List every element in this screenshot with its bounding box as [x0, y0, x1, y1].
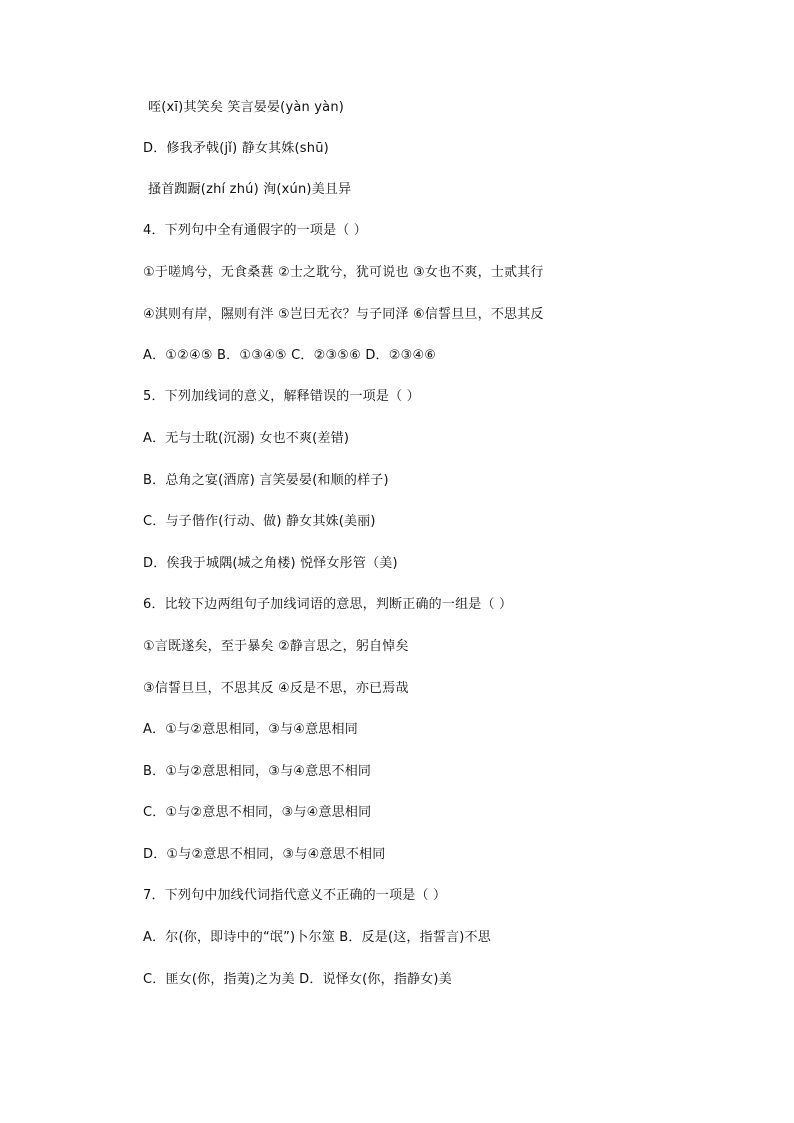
option-d: D．俟我于城隅(城之角楼) 悦怿女彤管（美) — [143, 556, 398, 571]
text-line: ①于嗟鸠兮，无食桑葚 ②士之耽兮，犹可说也 ③女也不爽，士贰其行 — [143, 265, 544, 280]
question-4-title: 4．下列句中全有通假字的一项是（ ） — [143, 223, 368, 238]
question-7-title: 7．下列句中加线代词指代意义不正确的一项是（ ） — [143, 888, 447, 903]
option-a: A．无与士耽(沉溺) 女也不爽(差错) — [143, 431, 350, 446]
option-b: B．总角之宴(酒席) 言笑晏晏(和顺的样子) — [143, 473, 389, 488]
text-line: ①言既遂矣，至于暴矣 ②静言思之，躬自悼矣 — [143, 639, 409, 654]
text-line: D．修我矛戟(jǐ) 静女其姝(shū) — [143, 141, 329, 156]
text-line: 搔首踟蹰(zhí zhú) 洵(xún)美且异 — [148, 182, 352, 197]
question-6-title: 6．比较下边两组句子加线词语的意思，判断正确的一组是（ ） — [143, 597, 513, 612]
option-c: C．与子偕作(行动、做) 静女其姝(美丽) — [143, 514, 376, 529]
option-b: B．①与②意思相同，③与④意思不相同 — [143, 764, 372, 779]
answer-options: A．①②④⑤ B．①③④⑤ C．②③⑤⑥ D．②③④⑥ — [143, 348, 437, 363]
question-5-title: 5．下列加线词的意义，解释错误的一项是（ ） — [143, 389, 420, 404]
text-line: ④淇则有岸，隰则有泮 ⑤岂曰无衣？与子同泽 ⑥信誓旦旦，不思其反 — [143, 307, 544, 322]
options-a-b: A．尔(你，即诗中的“氓”)卜尔筮 B．反是(这，指誓言)不思 — [143, 930, 491, 945]
options-c-d: C．匪女(你，指荑)之为美 D．说怿女(你，指静女)美 — [143, 972, 452, 987]
text-line: ③信誓旦旦，不思其反 ④反是不思，亦已焉哉 — [143, 681, 409, 696]
option-d: D．①与②意思不相同，③与④意思不相同 — [143, 847, 386, 862]
option-a: A．①与②意思相同，③与④意思相同 — [143, 722, 358, 737]
option-c: C．①与②意思不相同，③与④意思相同 — [143, 805, 372, 820]
text-line: 咥(xī)其笑矣 笑言晏晏(yàn yàn) — [148, 100, 345, 115]
